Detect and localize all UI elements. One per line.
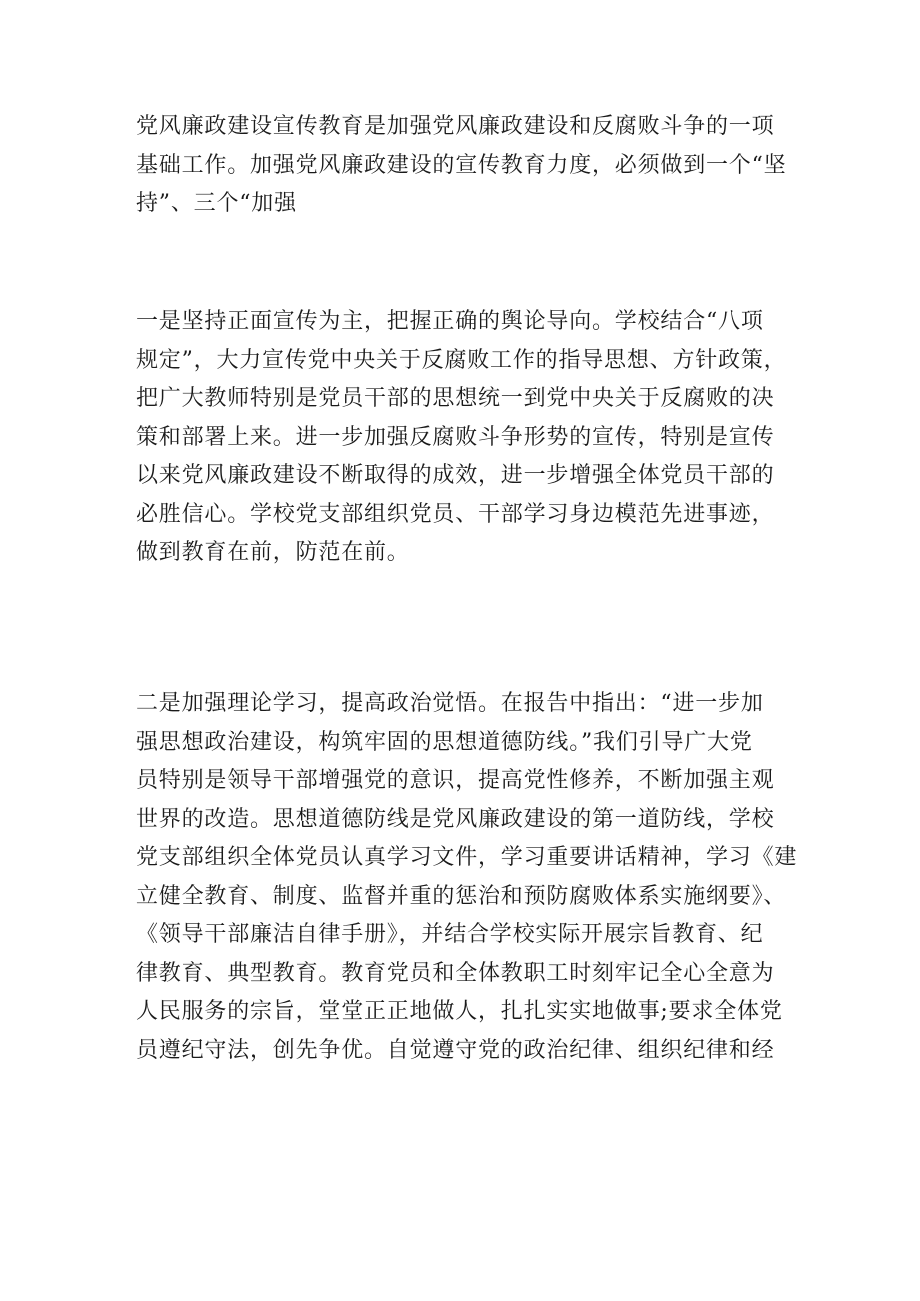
text-line: 强思想政治建设，构筑牢固的思想道德防线。”我们引导广大党 bbox=[136, 729, 753, 755]
paragraph-point-two bbox=[136, 685, 804, 1070]
text-line: 立健全教育、制度、监督并重的惩治和预防腐败体系实施纲要》、 bbox=[136, 883, 787, 909]
text-line: 人民服务的宗旨，堂堂正正地做人，扎扎实实地做事;要求全体党 bbox=[136, 999, 783, 1024]
text-line: 规定”，大力宣传党中央关于反腐败工作的指导思想、方针政策， bbox=[136, 347, 787, 373]
text-line: 以来党风廉政建设不断取得的成效，进一步增强全体党员干部的 bbox=[136, 463, 775, 488]
text-line: 律教育、典型教育。教育党员和全体教职工时刻牢记全心全意为 bbox=[136, 960, 775, 986]
text-line: 做到教育在前，防范在前。 bbox=[136, 540, 410, 565]
text-line: 一是坚持正面宣传为主，把握正确的舆论导向。学校结合“八项 bbox=[136, 309, 764, 334]
text-line: 策和部署上来。进一步加强反腐败斗争形势的宣传，特别是宣传 bbox=[136, 424, 775, 450]
text-line: 员特别是领导干部增强党的意识，提高党性修养，不断加强主观 bbox=[136, 768, 775, 793]
text-line: 基础工作。加强党风廉政建设的宣传教育力度，必须做到一个“坚 bbox=[136, 152, 787, 178]
text-line: 必胜信心。学校党支部组织党员、干部学习身边模范先进事迹， bbox=[136, 501, 775, 527]
text-line: 《领导干部廉洁自律手册》，并结合学校实际开展宗旨教育、纪 bbox=[136, 922, 764, 947]
text-line: 持”、三个“加强 bbox=[136, 191, 297, 216]
paragraph-intro bbox=[136, 108, 804, 224]
text-line: 世界的改造。思想道德防线是党风廉政建设的第一道防线，学校 bbox=[136, 806, 775, 832]
text-line: 党支部组织全体党员认真学习文件，学习重要讲话精神，学习《建 bbox=[136, 845, 798, 870]
text-line: 员遵纪守法，创先争优。自觉遵守党的政治纪律、组织纪律和经 bbox=[136, 1037, 775, 1063]
text-line: 二是加强理论学习，提高政治觉悟。在报告中指出：“进一步加 bbox=[136, 691, 764, 716]
paragraph-point-one bbox=[136, 303, 804, 573]
text-line: 党风廉政建设宣传教育是加强党风廉政建设和反腐败斗争的一项 bbox=[136, 114, 775, 139]
text-line: 把广大教师特别是党员干部的思想统一到党中央关于反腐败的决 bbox=[136, 386, 775, 411]
